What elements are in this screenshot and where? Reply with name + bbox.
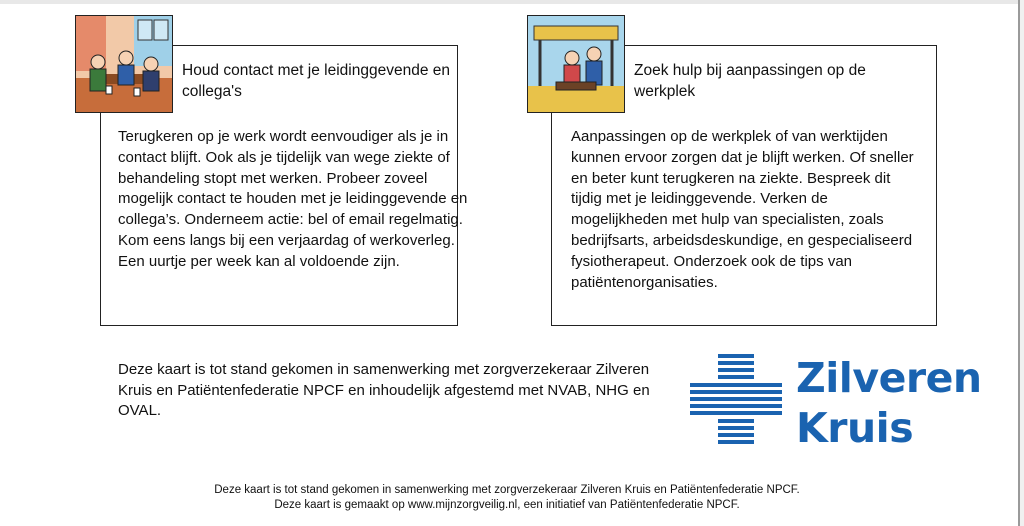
cooperation-note: Deze kaart is tot stand gekomen in samenwerking met zorgverzekeraar Zilveren Kruis en Patiëntenfederatie NPCF en inhoudelijk afgestemd met NVAB, NHG en OVAL.: [118, 361, 650, 419]
top-border: [0, 0, 1024, 4]
card-title-workplace: Zoek hulp bij aanpassingen op de werkplek: [634, 62, 866, 100]
workplace-adjustment-illustration: [527, 15, 625, 113]
bottom-credit-line2: Deze kaart is gemaakt op www.mijnzorgveilig.nl, een initiatief van Patiëntenfederatie NPCF.: [274, 499, 740, 511]
logo-text-line1: Zilveren: [796, 354, 982, 402]
bottom-credit-line1: Deze kaart is tot stand gekomen in samenwerking met zorgverzekeraar Zilveren Kruis en Patiëntenfederatie NPCF.: [214, 484, 800, 496]
scrollbar-edge[interactable]: [1018, 0, 1024, 526]
card-title-contact: Houd contact met je leidinggevende en collega's: [182, 62, 450, 100]
office-meeting-icon: [76, 16, 172, 112]
workplace-adjustment-icon: [528, 16, 624, 112]
logo-text-line2: Kruis: [796, 404, 914, 452]
office-meeting-illustration: [75, 15, 173, 113]
card-body-contact: Terugkeren op je werk wordt eenvoudiger als je in contact blijft. Ook als je tijdelijk van wege ziekte of behandeling stopt met werken. Probeer zoveel mogelijk contact te houden met je leidinggevende en collega’s. Onderneem actie: bel of email regelmatig. Kom eens langs bij een verjaardag of werkoverleg. Een uurtje per week kan al voldoende zijn.: [118, 128, 468, 270]
card-body-workplace: Aanpassingen op de werkplek of van werktijden kunnen ervoor zorgen dat je blijft werken. Of sneller en beter kunt terugkeren na ziekte. Bespreek dit tijdig met je leidinggevende. Verken de mogelijkheden met hulp van specialisten, zoals bedrijfsarts, arbeidsdeskundige, en gespecialiseerd fysiotherapeut. Onderzoek ook de tips van patiëntenorganisaties.: [571, 128, 914, 291]
